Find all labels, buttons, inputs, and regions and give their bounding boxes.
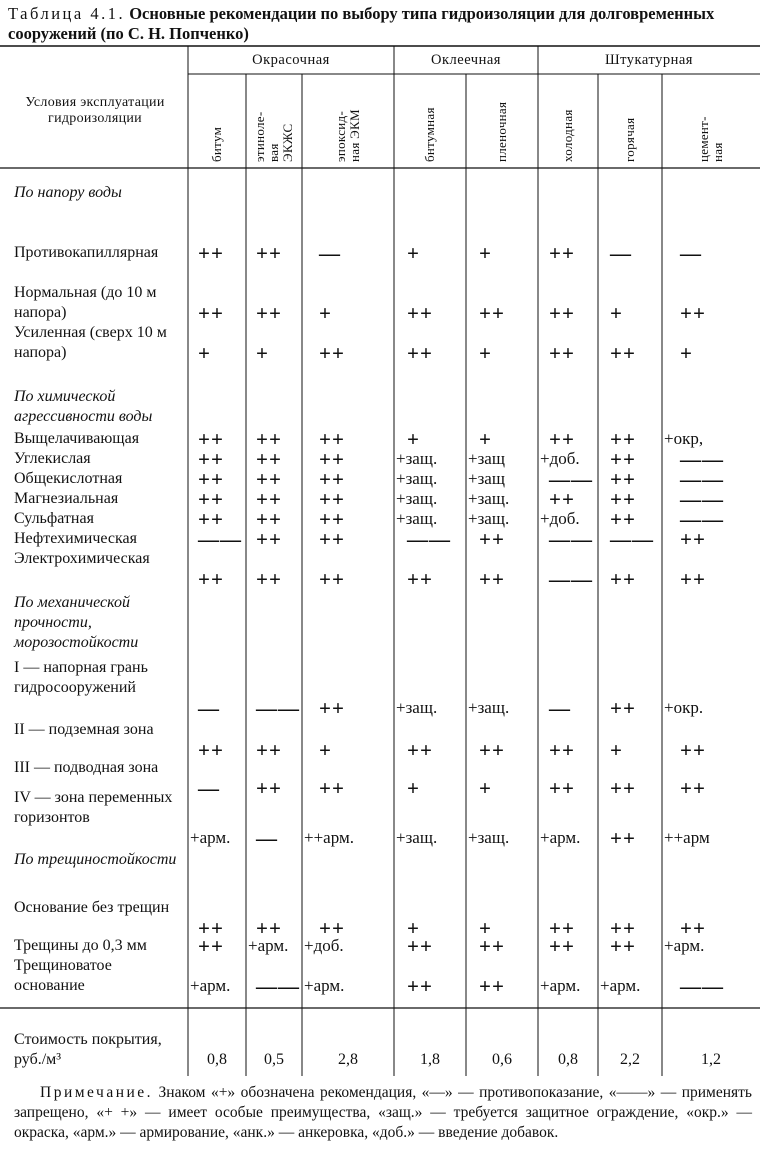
table-cell: ++ — [198, 567, 224, 591]
table-cell: ++ — [680, 738, 706, 762]
table-cell: +защ — [468, 469, 505, 488]
cost-value: 0,8 — [207, 1051, 227, 1068]
table-cell: +арм. — [600, 976, 641, 995]
table-cell: + — [479, 241, 492, 265]
table-cell: ++ — [198, 738, 224, 762]
row-label: Выщелачивающая — [14, 430, 140, 447]
table-cell: +доб. — [540, 449, 580, 468]
table-cell: ++ — [610, 487, 636, 511]
table-cell: ++ — [680, 916, 706, 940]
table-cell: ++ — [256, 427, 282, 451]
table-cell: + — [479, 341, 492, 365]
table-cell: ++ — [549, 241, 575, 265]
row-label: Усиленная (сверх 10 м напора) — [14, 324, 167, 361]
table-cell: —— — [256, 696, 300, 720]
row-label: Углекислая — [14, 450, 91, 467]
table-cell: ++ — [256, 527, 282, 551]
table-cell: — — [680, 241, 702, 265]
table-cell: ++ — [407, 974, 433, 998]
row-label: Противокапиллярная — [14, 244, 159, 261]
table-cell: ++ — [319, 487, 345, 511]
table-cell: ++ — [198, 427, 224, 451]
row-label: I — напорная грань гидросооружений — [14, 659, 148, 696]
table-cell: ++ — [198, 487, 224, 511]
table-cell: ++ — [198, 507, 224, 531]
subcolumn-header: холодная — [560, 109, 575, 162]
cost-value: 1,2 — [701, 1051, 721, 1068]
table-cell: +защ. — [468, 489, 510, 508]
table-cell: + — [407, 241, 420, 265]
subcolumn-header: эпоксид- ная ЭКМ — [333, 109, 362, 162]
table-cell: +доб. — [540, 509, 580, 528]
table-cell: — — [198, 776, 220, 800]
table-cell: ++ — [479, 301, 505, 325]
table-cell: +защ — [468, 449, 505, 468]
row-label: II — подземная зона — [14, 721, 154, 738]
table-cell: ++ — [256, 916, 282, 940]
table-cell: ++ — [610, 567, 636, 591]
table-cell: —— — [407, 527, 451, 551]
table-cell: ++ — [549, 934, 575, 958]
group-header-plaster: Штукатурная — [605, 52, 693, 68]
table-cell: +защ. — [468, 698, 510, 717]
table-cell: ++ — [319, 696, 345, 720]
table-cell: +окр, — [664, 429, 704, 448]
table-cell: + — [319, 301, 332, 325]
table-cell: —— — [256, 974, 300, 998]
table-cell: — — [198, 696, 220, 720]
table-cell: ++ — [407, 738, 433, 762]
table-cell: ++ — [549, 487, 575, 511]
table-cell: ++ — [319, 776, 345, 800]
subcolumn-header: этиноле- вая ЭКЖС — [252, 111, 295, 162]
table-cell: ++ — [256, 447, 282, 471]
table-cell: ++ — [256, 567, 282, 591]
table-cell: ++ — [198, 916, 224, 940]
table-cell: ++ — [680, 527, 706, 551]
table-cell: —— — [549, 467, 593, 491]
table-cell: +защ. — [396, 828, 438, 847]
row-label: Сульфатная — [14, 510, 94, 527]
table-cell: +арм. — [304, 976, 345, 995]
table-cell: ++ — [549, 738, 575, 762]
table-cell: ++ — [479, 738, 505, 762]
table-cell: ++ — [610, 826, 636, 850]
table-cell: ++ — [549, 301, 575, 325]
table-note — [14, 1083, 752, 1143]
table-cell: ++ — [549, 916, 575, 940]
table-cell: ++ — [407, 341, 433, 365]
table-cell: ++ — [198, 241, 224, 265]
note-head: Примечание. — [40, 1084, 154, 1101]
table-cell: ++ — [610, 696, 636, 720]
cost-label: Стоимость покрытия, руб./м³ — [14, 1031, 162, 1068]
row-label: Трещины до 0,3 мм — [14, 937, 147, 954]
table-cell: ++ — [319, 447, 345, 471]
table-cell: —— — [680, 467, 724, 491]
table-cell: +защ. — [396, 449, 438, 468]
caption-title: Основные рекомендации по выбору типа гидроизоляции для долговременных сооружений (по С. Н. Попченко) — [8, 4, 715, 43]
table-cell: ++ — [256, 301, 282, 325]
group-header-glued: Оклеечная — [431, 52, 501, 68]
table-cell: —— — [680, 447, 724, 471]
table-cell: +защ. — [396, 489, 438, 508]
table-cell: ++ — [610, 467, 636, 491]
table-cell: + — [479, 427, 492, 451]
table-cell: ++ — [198, 467, 224, 491]
table-cell: ++ — [549, 427, 575, 451]
table-cell: +арм. — [664, 936, 705, 955]
subcolumn-header: битум — [209, 126, 224, 162]
table-cell: ++ — [549, 341, 575, 365]
table-cell: ++ — [479, 567, 505, 591]
table-cell: +защ. — [396, 469, 438, 488]
table-cell: + — [610, 738, 623, 762]
table-cell: ++ — [256, 507, 282, 531]
table-cell: ++ — [479, 974, 505, 998]
table-cell: ++ — [407, 567, 433, 591]
subcolumn-header: пленочная — [494, 101, 509, 162]
cost-value: 0,8 — [558, 1051, 578, 1068]
table-cell: —— — [680, 507, 724, 531]
table-cell: ++ — [256, 487, 282, 511]
table-cell: ++ — [319, 527, 345, 551]
table-cell: + — [610, 301, 623, 325]
table-cell: + — [319, 738, 332, 762]
table-cell: ++ — [198, 447, 224, 471]
subcolumn-header: цемент- ная — [696, 116, 725, 162]
table-cell: +защ. — [468, 828, 510, 847]
row-label: Нормальная (до 10 м напора) — [14, 284, 157, 321]
table-cell: +доб. — [304, 936, 344, 955]
table-cell: — — [610, 241, 632, 265]
section-heading: По химической агрессивности воды — [14, 388, 153, 425]
table-cell: ++ — [407, 301, 433, 325]
table-cell: ++ — [610, 916, 636, 940]
table-cell: ++ — [256, 467, 282, 491]
cost-value: 2,8 — [338, 1051, 358, 1068]
table-cell: ++ — [319, 567, 345, 591]
table-cell: ++ — [610, 776, 636, 800]
table-cell: ++арм — [664, 828, 710, 847]
cost-value: 1,8 — [420, 1051, 440, 1068]
cost-value: 0,6 — [492, 1051, 512, 1068]
table-cell: ++ — [319, 341, 345, 365]
row-label: Электрохимическая — [14, 550, 150, 567]
table-cell: +защ. — [396, 509, 438, 528]
table-cell: — — [319, 241, 341, 265]
table-cell: ++ — [319, 507, 345, 531]
row-label: Общекислотная — [14, 470, 123, 487]
table-cell: —— — [549, 567, 593, 591]
row-label: III — подводная зона — [14, 759, 159, 776]
cost-value: 0,5 — [264, 1051, 284, 1068]
table-cell: ++ — [610, 507, 636, 531]
table-cell: + — [680, 341, 693, 365]
table-cell: +арм. — [540, 976, 581, 995]
table-cell: ++арм. — [304, 828, 354, 847]
table-cell: ++ — [319, 916, 345, 940]
table-cell: +арм. — [190, 828, 231, 847]
table-cell: + — [407, 427, 420, 451]
table-cell: + — [198, 341, 211, 365]
table-cell: ++ — [256, 241, 282, 265]
table-cell: + — [256, 341, 269, 365]
table-cell: —— — [549, 527, 593, 551]
table-cell: — — [549, 696, 571, 720]
section-heading: По напору воды — [14, 184, 122, 201]
section-heading: По механической прочности, морозостойкости — [14, 594, 139, 651]
table-cell: ++ — [256, 738, 282, 762]
table-cell: + — [479, 916, 492, 940]
table-cell: + — [407, 916, 420, 940]
table-cell: ++ — [319, 467, 345, 491]
table-cell: —— — [680, 974, 724, 998]
table-cell: ++ — [479, 934, 505, 958]
table-cell: ++ — [407, 934, 433, 958]
cost-value: 2,2 — [620, 1051, 640, 1068]
row-label: IV — зона переменных горизонтов — [14, 789, 173, 826]
table-cell: ++ — [610, 341, 636, 365]
table-cell: + — [479, 776, 492, 800]
section-heading: По трещиностойкости — [14, 851, 177, 868]
row-header-title: Условия эксплуатации гидроизоляции — [25, 95, 165, 126]
table-cell: ++ — [319, 427, 345, 451]
row-label: Основание без трещин — [14, 899, 170, 916]
table-cell: ++ — [610, 447, 636, 471]
table-cell: +арм. — [540, 828, 581, 847]
group-header-painted: Окрасочная — [252, 52, 330, 68]
subcolumn-header: горячая — [622, 117, 637, 162]
table-cell: ++ — [610, 427, 636, 451]
table-cell: ++ — [479, 527, 505, 551]
table-cell: ++ — [610, 934, 636, 958]
table-cell: ++ — [256, 776, 282, 800]
subcolumn-header: бнтумная — [422, 107, 437, 162]
table-cell: +защ. — [396, 698, 438, 717]
table-cell: +арм. — [248, 936, 289, 955]
table-cell: +арм. — [190, 976, 231, 995]
table-cell: +окр. — [664, 698, 704, 717]
table-cell: —— — [680, 487, 724, 511]
table-cell: —— — [198, 527, 242, 551]
table-cell: ++ — [198, 934, 224, 958]
table-cell: ++ — [680, 301, 706, 325]
table-cell: —— — [610, 527, 654, 551]
row-label: Нефтехимическая — [14, 530, 137, 547]
table-cell: + — [407, 776, 420, 800]
table-cell: ++ — [198, 301, 224, 325]
row-label: Трещиноватое основание — [14, 957, 112, 994]
table-cell: ++ — [680, 776, 706, 800]
table-cell: ++ — [680, 567, 706, 591]
row-label: Магнезиальная — [14, 490, 119, 507]
note-text: Знаком «+» обозначена рекомендация, «—» — противопоказание, «——» — применять запрещено, «+ +» — имеет особые преимущества, «защ.» — требуется защитное ограждение, «окр.» — окраска, «арм.» — армирование, «анк.» — анкеровка, «доб.» — введение добавок. — [14, 1084, 752, 1141]
table-cell: — — [256, 826, 278, 850]
table-cell: +защ. — [468, 509, 510, 528]
caption-lead: Таблица 4.1. — [8, 4, 126, 23]
table-cell: ++ — [549, 776, 575, 800]
